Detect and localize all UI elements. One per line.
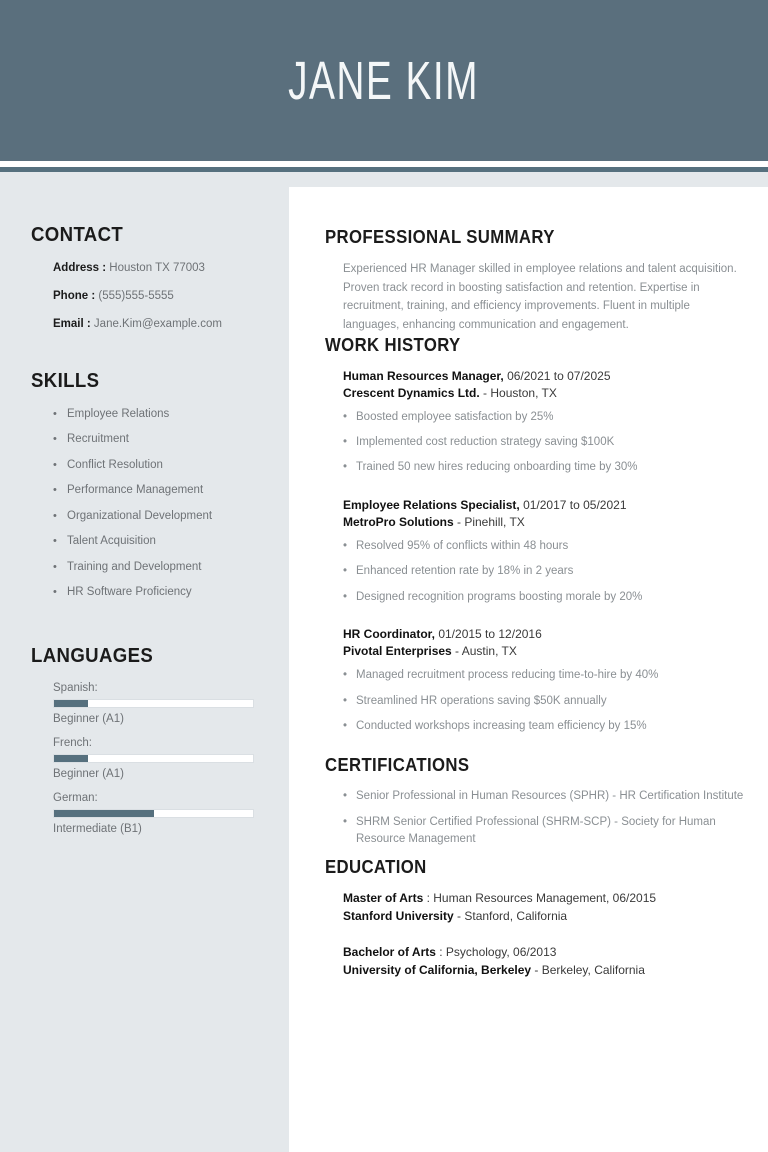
- language-level: Intermediate (B1): [53, 822, 142, 835]
- list-item: • Conducted workshops increasing team efficiency by 15%: [343, 718, 752, 734]
- education-degree-line: [343, 890, 752, 907]
- language-level: Beginner (A1): [53, 767, 124, 780]
- job-entry-hr-manager: [343, 368, 752, 476]
- list-item: • Trained 50 new hires reducing onboarding time by 30%: [343, 459, 752, 475]
- list-item: • Resolved 95% of conflicts within 48 hours: [343, 538, 752, 554]
- contact-value-phone: (555)555-5555: [98, 289, 174, 302]
- job-title: Employee Relations Specialist,: [343, 497, 520, 512]
- list-item: • Designed recognition programs boosting morale by 20%: [343, 589, 752, 605]
- header-banner: [0, 0, 768, 161]
- languages-heading: LANGUAGES: [31, 644, 154, 667]
- job-location: - Austin, TX: [451, 644, 517, 659]
- job-company: Crescent Dynamics Ltd.: [343, 385, 480, 400]
- job-title: HR Coordinator,: [343, 626, 435, 641]
- job-title-line: [343, 368, 752, 385]
- language-progress-track: [53, 699, 254, 708]
- contact-separator-email: :: [83, 317, 94, 330]
- contact-label-address: Address: [53, 262, 100, 274]
- contact-label-email: Email: [53, 317, 84, 330]
- education-school: Stanford University: [343, 908, 454, 923]
- job-company-line: [343, 514, 752, 531]
- list-item: • Enhanced retention rate by 18% in 2 years: [343, 563, 752, 579]
- education-heading: EDUCATION: [325, 857, 427, 878]
- language-progress-fill: [54, 700, 88, 707]
- language-progress-track: [53, 754, 254, 763]
- contact-item-address: [53, 261, 263, 276]
- language-name: French:: [53, 736, 92, 749]
- education-school-line: [343, 908, 752, 925]
- list-item: • Training and Development: [53, 560, 263, 576]
- language-level: Beginner (A1): [53, 712, 124, 725]
- languages-list: [31, 682, 263, 835]
- list-item: • Talent Acquisition: [53, 534, 263, 550]
- contact-value-address: Houston TX 77003: [109, 262, 205, 274]
- main-content: [291, 187, 768, 1152]
- work-history-list: [343, 368, 752, 734]
- education-degree-line: [343, 944, 752, 961]
- job-dates: 01/2015 to 12/2016: [435, 626, 542, 641]
- job-title-line: [343, 497, 752, 514]
- job-dates: 01/2017 to 05/2021: [519, 497, 627, 512]
- sidebar: [0, 172, 289, 1152]
- education-list: [343, 890, 752, 979]
- education-location: - Stanford, California: [453, 908, 568, 923]
- education-location: - Berkeley, California: [531, 962, 645, 977]
- list-item: • Managed recruitment process reducing time-to-hire by 40%: [343, 667, 752, 683]
- job-company: Pivotal Enterprises: [343, 644, 452, 659]
- language-progress-fill: [54, 810, 154, 817]
- language-progress-track: [53, 809, 254, 818]
- education-entry-bachelors: [343, 944, 752, 979]
- language-progress-fill: [54, 755, 88, 762]
- job-bullets: [343, 538, 752, 604]
- list-item: • Conflict Resolution: [53, 458, 263, 474]
- summary-heading: PROFESSIONAL SUMMARY: [325, 227, 555, 247]
- job-company: MetroPro Solutions: [343, 514, 454, 529]
- job-company-line: [343, 385, 752, 402]
- job-title: Human Resources Manager,: [343, 368, 504, 383]
- list-item: • SHRM Senior Certified Professional (SHRM-SCP) - Society for Human Resource Management: [343, 814, 748, 849]
- summary-text: Experienced HR Manager skilled in employee relations and talent acquisition. Proven track record in boosting satisfaction and retention. Expertise in recruitment, training, and efficiency improvements. Fluent in multiple languages, enhancing communication and engagement.: [343, 263, 737, 331]
- job-dates: 06/2021 to 07/2025: [503, 368, 611, 383]
- list-item: • Streamlined HR operations saving $50K annually: [343, 693, 752, 709]
- job-bullets: [343, 409, 752, 475]
- skills-heading: SKILLS: [31, 369, 100, 392]
- education-school: University of California, Berkeley: [343, 962, 532, 977]
- job-location: - Pinehill, TX: [453, 514, 525, 529]
- education-entry-masters: [343, 890, 752, 925]
- contact-value-email: Jane.Kim@example.com: [93, 317, 222, 330]
- list-item: • Recruitment: [53, 432, 263, 448]
- certifications-heading: CERTIFICATIONS: [325, 754, 470, 775]
- education-degree: Bachelor of Arts: [343, 945, 436, 960]
- page-title: JANE KIM: [288, 50, 480, 111]
- job-bullets: [343, 667, 752, 733]
- skills-list: [31, 407, 263, 601]
- job-entry-er-specialist: [343, 497, 752, 605]
- education-field: : Human Resources Management, 06/2015: [423, 891, 657, 906]
- list-item: • Senior Professional in Human Resources (SPHR) - HR Certification Institute: [343, 788, 748, 805]
- language-item-german: [53, 792, 263, 835]
- certifications-list: [343, 788, 748, 849]
- language-name: Spanish:: [53, 681, 98, 694]
- contact-item-phone: [53, 289, 263, 304]
- language-item-spanish: [53, 682, 263, 725]
- education-degree: Master of Arts: [343, 891, 424, 906]
- list-item: • Organizational Development: [53, 509, 263, 525]
- contact-list: [31, 261, 263, 332]
- job-location: - Houston, TX: [479, 385, 557, 400]
- language-item-french: [53, 737, 263, 780]
- job-company-line: [343, 643, 752, 660]
- contact-label-phone: Phone: [53, 289, 89, 302]
- work-history-heading: WORK HISTORY: [325, 334, 461, 355]
- list-item: • Employee Relations: [53, 407, 263, 423]
- list-item: • Implemented cost reduction strategy saving $100K: [343, 434, 752, 450]
- contact-heading: CONTACT: [31, 224, 124, 246]
- language-name: German:: [53, 791, 98, 804]
- education-school-line: [343, 962, 752, 979]
- education-field: : Psychology, 06/2013: [435, 945, 557, 960]
- job-entry-hr-coordinator: [343, 626, 752, 734]
- list-item: • Boosted employee satisfaction by 25%: [343, 409, 752, 425]
- list-item: • HR Software Proficiency: [53, 585, 263, 601]
- list-item: • Performance Management: [53, 483, 263, 499]
- contact-item-email: [53, 317, 263, 332]
- contact-separator-address: :: [99, 262, 110, 274]
- job-title-line: [343, 626, 752, 643]
- contact-separator-phone: :: [88, 289, 99, 302]
